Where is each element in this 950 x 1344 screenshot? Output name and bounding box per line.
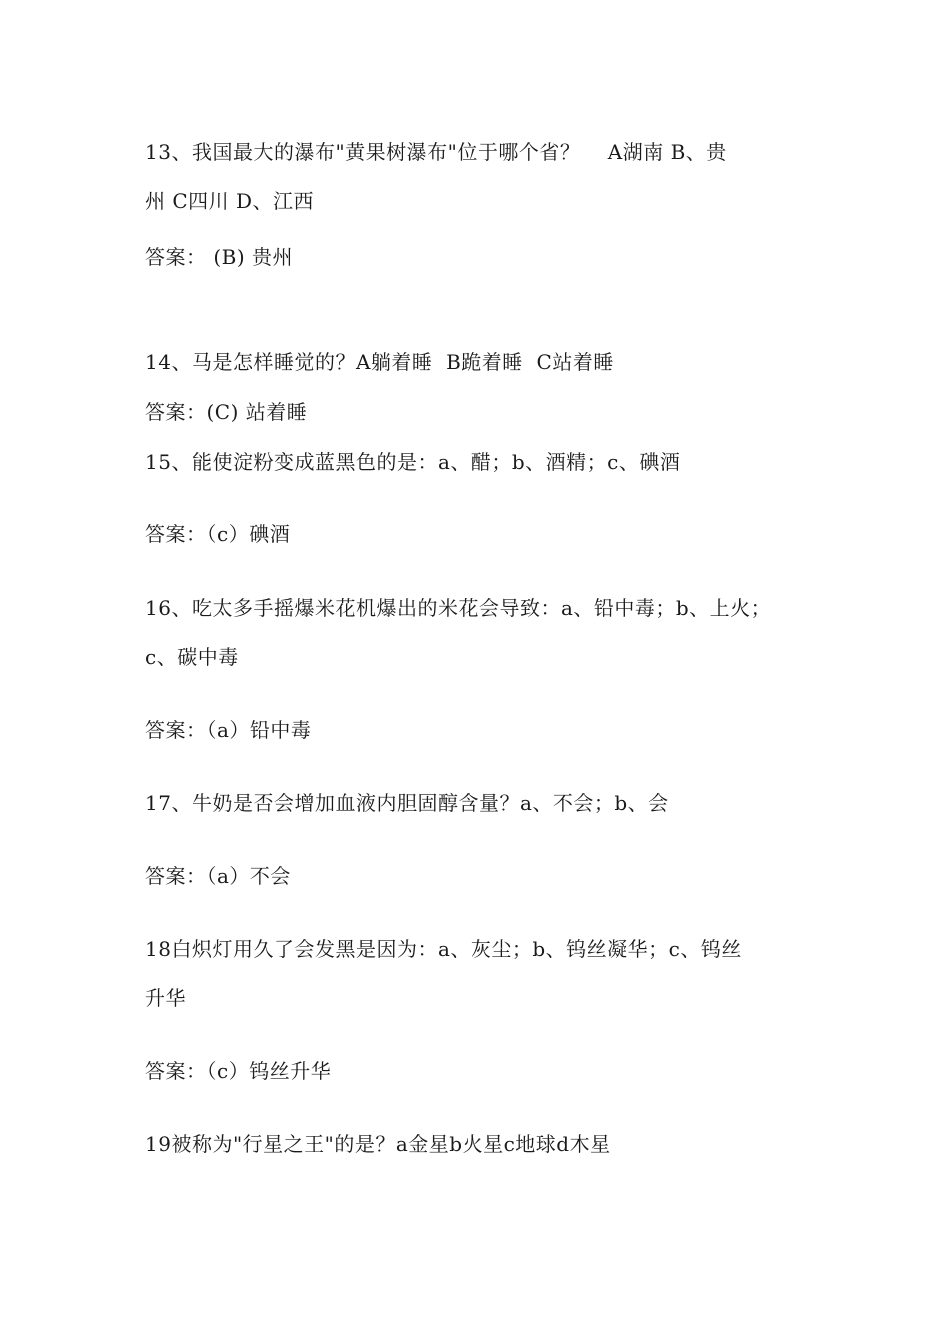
answer-15: 答案：（c）碘酒 bbox=[145, 522, 291, 546]
answer-16: 答案：（a）铅中毒 bbox=[145, 718, 312, 742]
question-15: 15、能使淀粉变成蓝黑色的是：a、醋；b、酒精；c、碘酒 bbox=[145, 450, 681, 474]
question-14: 14、马是怎样睡觉的？A躺着睡 B跪着睡 C站着睡 bbox=[145, 350, 614, 374]
answer-17: 答案：（a）不会 bbox=[145, 864, 291, 888]
question-13-line-2: 州 C四川 D、江西 bbox=[145, 189, 315, 213]
answer-18: 答案：（c）钨丝升华 bbox=[145, 1059, 332, 1083]
answer-13: 答案： (B) 贵州 bbox=[145, 245, 294, 269]
question-16-line-1: 16、吃太多手摇爆米花机爆出的米花会导致：a、铅中毒；b、上火； bbox=[145, 596, 772, 620]
question-18-line-2: 升华 bbox=[145, 986, 186, 1010]
question-16-line-2: c、碳中毒 bbox=[145, 645, 239, 669]
answer-14: 答案：(C) 站着睡 bbox=[145, 400, 308, 424]
question-13-line-1: 13、我国最大的瀑布"黄果树瀑布"位于哪个省？ A湖南 B、贵 bbox=[145, 140, 727, 164]
question-17: 17、牛奶是否会增加血液内胆固醇含量？a、不会；b、会 bbox=[145, 791, 669, 815]
question-19: 19被称为"行星之王"的是？a金星b火星c地球d木星 bbox=[145, 1132, 611, 1156]
question-18-line-1: 18白炽灯用久了会发黑是因为：a、灰尘；b、钨丝凝华；c、钨丝 bbox=[145, 937, 742, 961]
